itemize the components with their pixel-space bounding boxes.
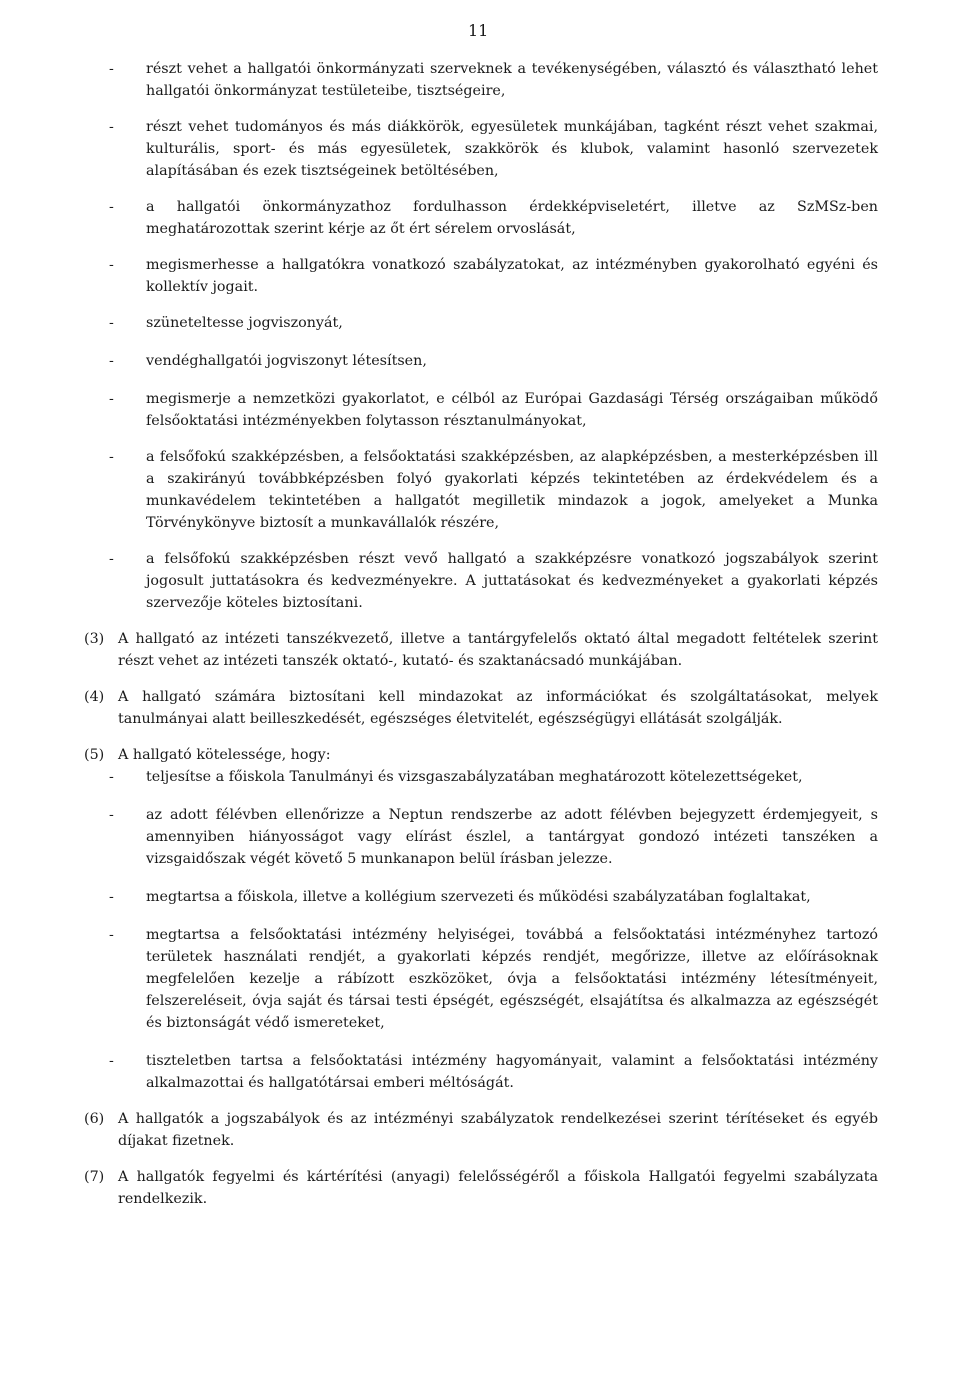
bullet-dash: -: [109, 119, 114, 135]
paragraph-text: A hallgató az intézeti tanszékvezető, illetve a tantárgyfelelős oktató által megadott feltételek szerint részt vehet az intézeti tanszék oktató-, kutató- és szaktanácsadó munkájában.: [118, 631, 878, 669]
list-item-text: megismerhesse a hallgatókra vonatkozó szabályzatokat, az intézményben gyakorolható egyéni és kollektív jogait.: [146, 257, 878, 295]
list-item: [84, 312, 878, 334]
paragraph-5: [84, 744, 878, 1094]
bullet-dash: -: [109, 353, 114, 369]
list-item-text: az adott félévben ellenőrizze a Neptun rendszerbe az adott félévben bejegyzett érdemjegyeit, s amennyiben hiányosságot vagy elírást észlel, a tantárgyat gondozó intézeti tanszéken a vizsgaidőszak végét követő 5 munkanapon belül írásban jelezze.: [146, 807, 878, 867]
bullet-dash: -: [109, 769, 114, 785]
paragraph-number: (6): [84, 1111, 105, 1127]
list-item-text: részt vehet a hallgatói önkormányzati szerveknek a tevékenységében, választó és választható lehet hallgatói önkormányzat testületeibe, tisztségeire,: [146, 61, 878, 99]
list-item-text: a hallgatói önkormányzathoz fordulhasson érdekképviseletért, illetve az SzMSz-ben meghatározottak szerint kérje az őt ért sérelem orvoslását,: [146, 199, 878, 237]
list-item: [109, 1050, 878, 1094]
list-item-text: megtartsa a felsőoktatási intézmény helyiségei, továbbá a felsőoktatási intézményhez tartozó területek használati rendjét, a gyakorlati képzés rendjét, megőrizze, illetve az előírásoknak megfelelően kezelje a rábízott eszközöket, óvja a felsőoktatási intézmény létesítményeit, felszereléseit, óvja saját és társai testi épségét, egészségét, elsajátítsa és alkalmazza az egészségét és biztonságát védő ismereteket,: [146, 927, 878, 1031]
list-item-text: szüneteltesse jogviszonyát,: [146, 315, 343, 331]
list-item: [84, 548, 878, 614]
list-item: [109, 766, 878, 788]
list-item-text: megtartsa a főiskola, illetve a kollégium szervezeti és működési szabályzatában foglaltakat,: [146, 889, 811, 905]
bullet-dash: -: [109, 1053, 114, 1069]
paragraph-text: A hallgatók fegyelmi és kártérítési (anyagi) felelősségéről a főiskola Hallgatói fegyelmi szabályzata rendelkezik.: [118, 1169, 878, 1207]
list-item: [109, 924, 878, 1034]
list-item: [84, 116, 878, 182]
list-item: [109, 804, 878, 870]
bullet-dash: -: [109, 889, 114, 905]
paragraph-text: A hallgatók a jogszabályok és az intézményi szabályzatok rendelkezései szerint térítéseket és egyéb díjakat fizetnek.: [118, 1111, 878, 1149]
paragraph-6: [84, 1108, 878, 1152]
list-item-text: vendéghallgatói jogviszonyt létesítsen,: [146, 353, 427, 369]
list-item: [84, 58, 878, 102]
list-item-text: teljesítse a főiskola Tanulmányi és vizsgaszabályzatában meghatározott kötelezettségeket,: [146, 769, 803, 785]
paragraph-3: [84, 628, 878, 672]
list-item-text: a felsőfokú szakképzésben, a felsőoktatási szakképzésben, az alapképzésben, a mesterképzésben ill a szakirányú továbbképzésben folyó gyakorlati képzés tekintetében az érdekvédelem és a munkavédelem tekintetében a hallgatót megilletik mindazok a jogok, amelyeket a Munka Törvénykönyve biztosít a munkavállalók részére,: [146, 449, 878, 531]
bullet-dash: -: [109, 551, 114, 567]
list-item-text: a felsőfokú szakképzésben részt vevő hallgató a szakképzésre vonatkozó jogszabályok szerint jogosult juttatásokra és kedvezményekre. A juttatásokat és kedvezményeket a gyakorlati képzés szervezője köteles biztosítani.: [146, 551, 878, 611]
bullet-dash: -: [109, 315, 114, 331]
list-item: [109, 886, 878, 908]
bullet-dash: -: [109, 449, 114, 465]
bullet-dash: -: [109, 199, 114, 215]
bullet-dash: -: [109, 807, 114, 823]
paragraph-number: (7): [84, 1169, 105, 1185]
list-item: [84, 388, 878, 432]
paragraph-text: A hallgató számára biztosítani kell mindazokat az információkat és szolgáltatásokat, melyek tanulmányai alatt beilleszkedését, egészséges életvitelét, egészségügyi ellátását szolgálják.: [118, 689, 878, 727]
bullet-dash: -: [109, 927, 114, 943]
list-item: [84, 196, 878, 240]
bullet-dash: -: [109, 257, 114, 273]
bullet-dash: -: [109, 61, 114, 77]
paragraph-number: (3): [84, 631, 105, 647]
list-item-text: megismerje a nemzetközi gyakorlatot, e célból az Európai Gazdasági Térség országaiban működő felsőoktatási intézményekben folytasson résztanulmányokat,: [146, 391, 878, 429]
list-item: [84, 350, 878, 372]
paragraph-4: [84, 686, 878, 730]
paragraph-number: (4): [84, 689, 105, 705]
paragraph-7: [84, 1166, 878, 1210]
paragraph-text: A hallgató kötelessége, hogy:: [118, 747, 331, 763]
document-body: [84, 58, 878, 1210]
list-item: [84, 446, 878, 534]
list-item-text: részt vehet tudományos és más diákkörök, egyesületek munkájában, tagként részt vehet szakmai, kulturális, sport- és más egyesületek, szakkörök és klubok, valamint hasonló szervezetek alapításában és ezek tisztségeinek betöltésében,: [146, 119, 878, 179]
bullet-dash: -: [109, 391, 114, 407]
list-item: [84, 254, 878, 298]
list-item-text: tiszteletben tartsa a felsőoktatási intézmény hagyományait, valamint a felsőoktatási intézmény alkalmazottai és hallgatótársai emberi méltóságát.: [146, 1053, 878, 1091]
page-number: 11: [468, 21, 489, 40]
paragraph-number: (5): [84, 747, 105, 763]
